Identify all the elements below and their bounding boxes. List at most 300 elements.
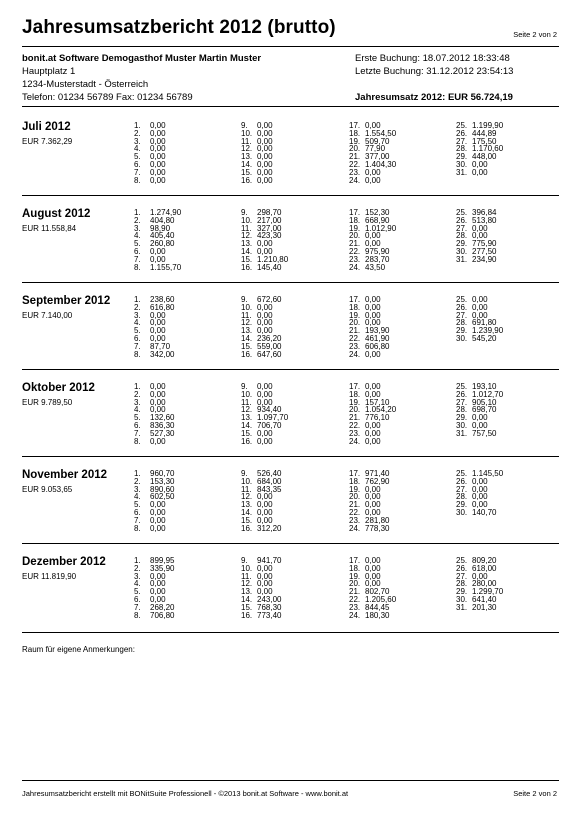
day-entry (349, 612, 396, 620)
day-amount: 1.012,70 (472, 389, 504, 399)
day-number: 19. (349, 484, 361, 494)
day-number: 13. (241, 587, 253, 597)
day-number: 17. (349, 382, 361, 391)
day-number: 14. (241, 507, 253, 517)
day-entry (456, 604, 503, 612)
company-city: 1234-Musterstadt - Österreich (22, 79, 149, 90)
day-number: 24. (349, 436, 361, 446)
day-number: 4. (134, 579, 141, 589)
footer-text: Jahresumsatzbericht erstellt mit BONitSuite Professionell - ©2013 bonit.at Software - www.bonit.at (22, 789, 349, 798)
day-amount: 757,50 (472, 428, 497, 438)
day-amount: 0,00 (150, 507, 166, 517)
day-amount: 1.097,70 (257, 413, 289, 423)
day-column (349, 470, 389, 532)
day-entry (241, 612, 281, 620)
day-number: 17. (349, 295, 361, 304)
month-divider (22, 632, 559, 633)
month-name: November 2012 (22, 469, 108, 481)
day-number: 30. (456, 159, 468, 169)
footer-page-number: Seite 2 von 2 (513, 789, 557, 798)
day-number: 19. (349, 310, 361, 320)
day-amount: 0,00 (472, 295, 488, 304)
day-number: 11. (241, 310, 252, 320)
day-amount: 234,90 (472, 254, 497, 264)
day-amount: 180,30 (365, 610, 390, 620)
day-number: 26. (456, 128, 468, 138)
day-amount: 647,60 (257, 349, 282, 359)
month-total: EUR 11.819,90 (22, 572, 77, 581)
day-amount: 0,00 (150, 389, 166, 399)
day-entry (241, 351, 281, 359)
day-number: 17. (349, 208, 361, 217)
day-number: 3. (134, 571, 141, 581)
page-number: Seite 2 von 2 (513, 30, 557, 39)
day-number: 30. (456, 507, 468, 517)
month-total: EUR 11.558,84 (22, 224, 77, 233)
month-total: EUR 7.140,00 (22, 311, 73, 320)
day-amount: 0,00 (150, 254, 166, 264)
day-number: 15. (241, 428, 253, 438)
day-entry (241, 177, 273, 185)
day-number: 6. (134, 246, 141, 256)
day-number: 3. (134, 397, 141, 407)
day-number: 21. (349, 500, 361, 510)
day-number: 30. (456, 333, 468, 343)
day-amount: 0,00 (365, 571, 381, 581)
day-entry (134, 264, 181, 272)
day-amount: 396,84 (472, 208, 497, 217)
day-number: 2. (134, 128, 141, 138)
day-amount: 0,00 (257, 492, 273, 502)
day-amount: 0,00 (472, 476, 488, 486)
day-amount: 905,10 (472, 397, 497, 407)
day-amount: 1.199,90 (472, 121, 504, 130)
day-amount: 268,20 (150, 602, 175, 612)
day-number: 2. (134, 302, 141, 312)
day-amount: 157,10 (365, 397, 390, 407)
day-amount: 641,40 (472, 594, 497, 604)
day-number: 31. (456, 428, 468, 438)
day-number: 19. (349, 571, 361, 581)
day-amount: 0,00 (365, 492, 381, 502)
day-number: 3. (134, 310, 141, 320)
day-number: 12. (241, 231, 253, 241)
day-amount: 0,00 (150, 333, 166, 343)
day-amount: 0,00 (365, 507, 381, 517)
day-amount: 698,70 (472, 405, 497, 415)
day-number: 2. (134, 563, 141, 573)
day-number: 22. (349, 420, 361, 430)
day-number: 17. (349, 121, 361, 130)
day-amount: 802,70 (365, 587, 390, 597)
day-number: 16. (241, 610, 253, 620)
day-amount: 0,00 (472, 231, 488, 241)
day-number: 20. (349, 144, 361, 154)
day-number: 18. (349, 128, 361, 138)
day-number: 12. (241, 144, 253, 154)
day-amount: 0,00 (150, 121, 166, 130)
day-entry (241, 264, 288, 272)
day-amount: 960,70 (150, 469, 175, 478)
day-amount: 775,90 (472, 239, 497, 249)
day-column (241, 557, 281, 619)
day-number: 3. (134, 484, 141, 494)
day-number: 28. (456, 405, 468, 415)
day-amount: 153,30 (150, 476, 175, 486)
day-amount: 513,80 (472, 215, 497, 225)
day-amount: 0,00 (150, 500, 166, 510)
day-column (241, 470, 281, 532)
day-amount: 283,70 (365, 254, 390, 264)
day-number: 5. (134, 152, 141, 162)
day-amount: 0,00 (257, 152, 273, 162)
day-entry (134, 612, 174, 620)
company-info (22, 52, 261, 104)
day-number: 27. (456, 484, 468, 494)
day-number: 10. (241, 128, 253, 138)
day-number: 27. (456, 397, 468, 407)
day-amount: 0,00 (257, 428, 273, 438)
day-amount: 0,00 (150, 382, 166, 391)
day-column (241, 122, 273, 184)
day-number: 6. (134, 594, 141, 604)
day-amount: 0,00 (365, 349, 381, 359)
day-number: 3. (134, 136, 141, 146)
month-section (22, 121, 559, 201)
day-entry (134, 177, 166, 185)
day-amount: 934,40 (257, 405, 282, 415)
day-number: 15. (241, 515, 253, 525)
day-number: 29. (456, 152, 468, 162)
day-amount: 0,00 (150, 175, 166, 185)
day-number: 6. (134, 507, 141, 517)
day-number: 28. (456, 231, 468, 241)
day-number: 1. (134, 208, 141, 217)
day-column (456, 383, 503, 438)
day-amount: 843,35 (257, 484, 282, 494)
day-amount: 0,00 (365, 295, 381, 304)
day-entry (349, 264, 396, 272)
day-amount: 0,00 (257, 587, 273, 597)
day-number: 30. (456, 246, 468, 256)
month-total: EUR 9.053,65 (22, 485, 73, 494)
day-amount: 0,00 (257, 571, 273, 581)
day-number: 22. (349, 159, 361, 169)
day-amount: 706,70 (257, 420, 282, 430)
day-number: 21. (349, 326, 361, 336)
day-number: 11. (241, 484, 252, 494)
day-amount: 509,70 (365, 136, 390, 146)
day-amount: 0,00 (257, 302, 273, 312)
day-entry (456, 430, 503, 438)
day-number: 22. (349, 594, 361, 604)
day-number: 16. (241, 175, 253, 185)
day-number: 29. (456, 326, 468, 336)
day-amount: 132,60 (150, 413, 175, 423)
day-number: 6. (134, 420, 141, 430)
day-amount: 140,70 (472, 507, 497, 517)
day-amount: 377,00 (365, 152, 390, 162)
day-amount: 0,00 (365, 302, 381, 312)
day-number: 10. (241, 389, 253, 399)
day-amount: 461,90 (365, 333, 390, 343)
day-amount: 0,00 (257, 436, 273, 446)
day-number: 20. (349, 579, 361, 589)
day-number: 24. (349, 175, 361, 185)
day-amount: 0,00 (150, 436, 166, 446)
day-amount: 152,30 (365, 208, 390, 217)
day-number: 26. (456, 302, 468, 312)
day-number: 23. (349, 602, 361, 612)
day-entry (349, 525, 389, 533)
day-number: 31. (456, 167, 468, 177)
day-amount: 0,00 (365, 428, 381, 438)
day-amount: 0,00 (472, 571, 488, 581)
day-amount: 809,20 (472, 556, 497, 565)
day-number: 9. (241, 382, 248, 391)
day-amount: 0,00 (150, 523, 166, 533)
day-number: 29. (456, 500, 468, 510)
day-number: 12. (241, 579, 253, 589)
annual-total: Jahresumsatz 2012: EUR 56.724,19 (355, 92, 513, 103)
day-entry (241, 438, 288, 446)
day-number: 4. (134, 231, 141, 241)
day-number: 30. (456, 420, 468, 430)
day-amount: 0,00 (257, 500, 273, 510)
day-amount: 0,00 (150, 515, 166, 525)
day-amount: 0,00 (150, 167, 166, 177)
day-amount: 0,00 (257, 515, 273, 525)
day-entry (456, 256, 496, 264)
day-amount: 0,00 (150, 397, 166, 407)
company-line: bonit.at Software Demogasthof Muster Martin Muster (22, 53, 262, 64)
day-number: 27. (456, 223, 468, 233)
day-number: 9. (241, 295, 248, 304)
day-number: 11. (241, 136, 252, 146)
day-number: 31. (456, 602, 468, 612)
day-entry (349, 177, 396, 185)
day-amount: 684,00 (257, 476, 282, 486)
day-amount: 1.205,60 (365, 594, 397, 604)
day-number: 2. (134, 389, 141, 399)
day-number: 6. (134, 333, 141, 343)
day-number: 9. (241, 121, 248, 130)
day-amount: 0,00 (257, 121, 273, 130)
day-number: 21. (349, 239, 361, 249)
day-number: 5. (134, 500, 141, 510)
day-amount: 602,50 (150, 492, 175, 502)
day-number: 16. (241, 349, 253, 359)
day-amount: 0,00 (365, 231, 381, 241)
day-number: 26. (456, 389, 468, 399)
day-number: 31. (456, 254, 468, 264)
day-amount: 0,00 (150, 571, 166, 581)
day-number: 15. (241, 602, 253, 612)
day-number: 8. (134, 436, 141, 446)
day-number: 23. (349, 428, 361, 438)
day-amount: 0,00 (365, 382, 381, 391)
day-entry (456, 509, 503, 517)
day-amount: 0,00 (472, 159, 488, 169)
day-number: 23. (349, 341, 361, 351)
month-divider (22, 456, 559, 457)
day-number: 7. (134, 254, 141, 264)
day-amount: 545,20 (472, 333, 497, 343)
day-number: 21. (349, 587, 361, 597)
day-number: 13. (241, 413, 253, 423)
day-amount: 236,20 (257, 333, 282, 343)
report-title: Jahresumsatzbericht 2012 (brutto) (22, 17, 336, 38)
day-amount: 0,00 (472, 302, 488, 312)
day-amount: 0,00 (472, 223, 488, 233)
month-total: EUR 9.789,50 (22, 398, 73, 407)
day-number: 11. (241, 571, 252, 581)
day-amount: 335,90 (150, 563, 175, 573)
month-divider (22, 195, 559, 196)
day-number: 25. (456, 295, 468, 304)
day-amount: 193,90 (365, 326, 390, 336)
day-amount: 0,00 (365, 579, 381, 589)
day-amount: 778,30 (365, 523, 390, 533)
day-amount: 0,00 (150, 144, 166, 154)
day-column (241, 383, 288, 445)
footer-divider (22, 780, 559, 781)
day-amount: 773,40 (257, 610, 282, 620)
day-number: 1. (134, 556, 141, 565)
day-number: 14. (241, 333, 253, 343)
day-amount: 0,00 (257, 144, 273, 154)
day-entry (134, 525, 174, 533)
day-amount: 0,00 (257, 382, 273, 391)
booking-info (355, 52, 513, 104)
day-number: 20. (349, 318, 361, 328)
day-number: 24. (349, 523, 361, 533)
day-amount: 899,95 (150, 556, 175, 565)
day-amount: 0,00 (365, 239, 381, 249)
day-column (456, 470, 503, 517)
day-amount: 559,00 (257, 341, 282, 351)
day-number: 4. (134, 492, 141, 502)
day-number: 21. (349, 413, 361, 423)
day-number: 15. (241, 341, 253, 351)
month-section (22, 556, 559, 636)
day-number: 22. (349, 333, 361, 343)
day-amount: 277,50 (472, 246, 497, 256)
day-number: 22. (349, 507, 361, 517)
month-name: August 2012 (22, 208, 91, 220)
day-number: 5. (134, 413, 141, 423)
day-number: 29. (456, 413, 468, 423)
month-section (22, 208, 559, 288)
day-number: 14. (241, 594, 253, 604)
day-number: 3. (134, 223, 141, 233)
day-number: 16. (241, 523, 253, 533)
day-amount: 618,00 (472, 563, 497, 573)
day-amount: 0,00 (150, 136, 166, 146)
month-name: Oktober 2012 (22, 382, 95, 394)
day-number: 28. (456, 144, 468, 154)
day-amount: 0,00 (150, 326, 166, 336)
day-amount: 0,00 (365, 121, 381, 130)
day-number: 7. (134, 602, 141, 612)
day-number: 17. (349, 469, 361, 478)
day-number: 25. (456, 556, 468, 565)
day-column (349, 557, 396, 619)
day-amount: 0,00 (150, 587, 166, 597)
day-amount: 87,70 (150, 341, 171, 351)
day-amount: 0,00 (257, 397, 273, 407)
day-amount: 175,50 (472, 136, 497, 146)
day-number: 24. (349, 262, 361, 272)
day-amount: 975,90 (365, 246, 390, 256)
day-amount: 342,00 (150, 349, 175, 359)
day-number: 22. (349, 246, 361, 256)
month-total: EUR 7.362,29 (22, 137, 73, 146)
day-entry (349, 438, 396, 446)
day-amount: 762,90 (365, 476, 390, 486)
day-number: 7. (134, 428, 141, 438)
day-entry (456, 169, 503, 177)
month-name: Dezember 2012 (22, 556, 106, 568)
day-number: 8. (134, 175, 141, 185)
day-amount: 1.054,20 (365, 405, 397, 415)
day-number: 23. (349, 254, 361, 264)
day-number: 25. (456, 121, 468, 130)
day-number: 8. (134, 349, 141, 359)
day-number: 1. (134, 382, 141, 391)
day-number: 18. (349, 215, 361, 225)
day-number: 18. (349, 302, 361, 312)
day-amount: 691,80 (472, 318, 497, 328)
day-number: 4. (134, 318, 141, 328)
day-amount: 0,00 (150, 152, 166, 162)
day-number: 28. (456, 579, 468, 589)
day-amount: 0,00 (365, 167, 381, 177)
day-amount: 201,30 (472, 602, 497, 612)
day-number: 18. (349, 476, 361, 486)
day-amount: 0,00 (257, 389, 273, 399)
day-amount: 0,00 (472, 167, 488, 177)
day-amount: 281,80 (365, 515, 390, 525)
day-amount: 1.554,50 (365, 128, 397, 138)
day-number: 27. (456, 571, 468, 581)
day-number: 10. (241, 215, 253, 225)
day-number: 19. (349, 397, 361, 407)
day-number: 17. (349, 556, 361, 565)
day-amount: 0,00 (257, 136, 273, 146)
day-amount: 0,00 (150, 318, 166, 328)
month-name: September 2012 (22, 295, 111, 307)
day-number: 29. (456, 239, 468, 249)
day-amount: 0,00 (257, 128, 273, 138)
day-number: 26. (456, 215, 468, 225)
day-number: 9. (241, 469, 248, 478)
month-divider (22, 282, 559, 283)
day-number: 18. (349, 389, 361, 399)
day-number: 2. (134, 215, 141, 225)
day-amount: 0,00 (472, 413, 488, 423)
day-amount: 448,00 (472, 152, 497, 162)
day-number: 14. (241, 159, 253, 169)
company-phone: Telefon: 01234 56789 Fax: 01234 56789 (22, 92, 193, 103)
day-entry (241, 525, 281, 533)
day-number: 1. (134, 469, 141, 478)
day-number: 4. (134, 144, 141, 154)
day-entry (349, 351, 389, 359)
day-column (456, 209, 496, 264)
day-number: 24. (349, 349, 361, 359)
header-divider (22, 106, 559, 107)
